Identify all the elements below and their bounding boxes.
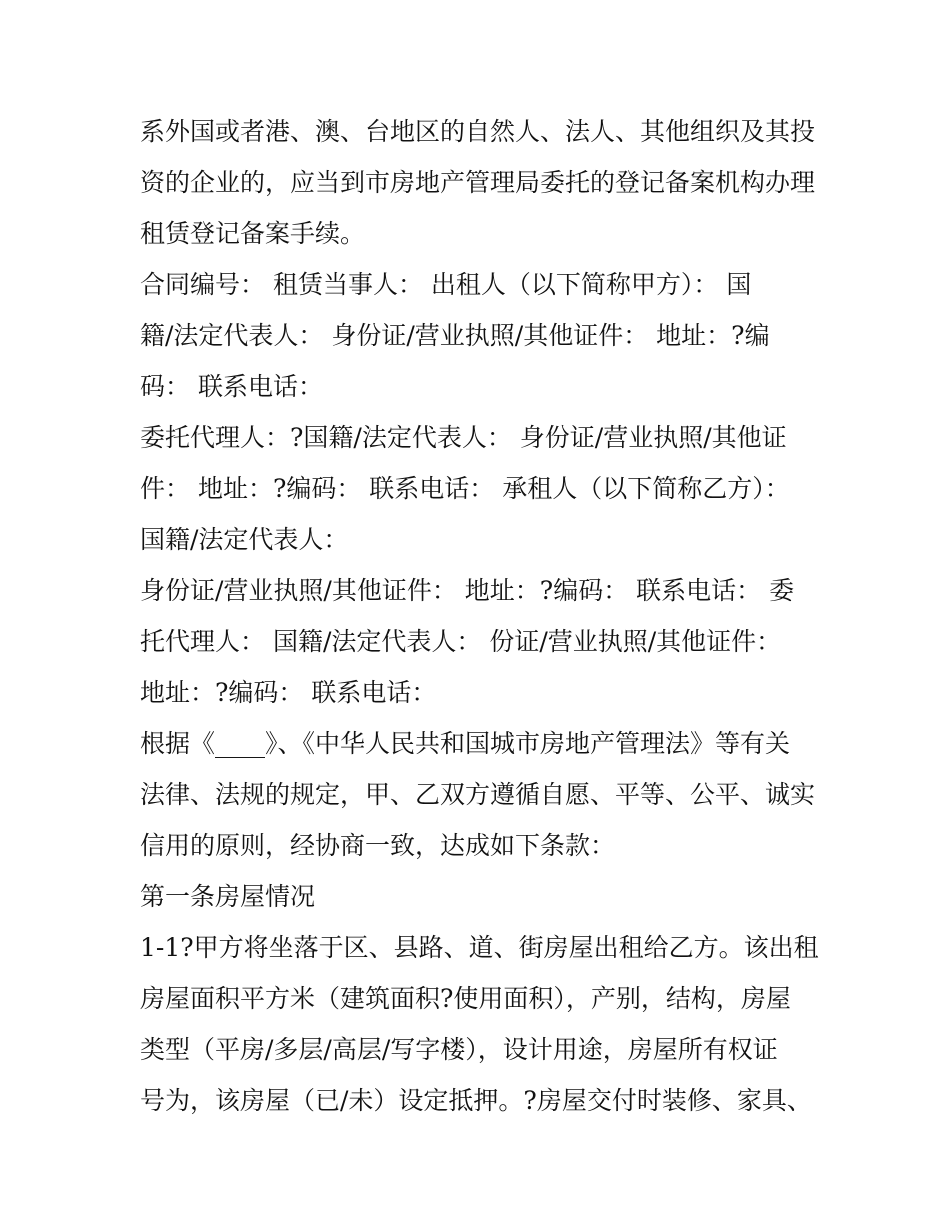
text-line: 房屋面积平方米（建筑面积?使用面积），产别，结构，房屋: [140, 984, 791, 1013]
text-line: 地址：?编码： 联系电话：: [140, 678, 437, 707]
text-line: 籍/法定代表人： 身份证/营业执照/其他证件： 地址：?编: [140, 321, 770, 350]
text-line: 托代理人： 国籍/法定代表人： 份证/营业执照/其他证件：: [140, 627, 782, 656]
text-line: 资的企业的，应当到市房地产管理局委托的登记备案机构办理: [140, 168, 816, 197]
text-line: 类型（平房/多层/高层/写字楼），设计用途，房屋所有权证: [140, 1035, 778, 1064]
text-line: 国籍/法定代表人：: [140, 525, 349, 554]
text-line: 系外国或者港、澳、台地区的自然人、法人、其他组织及其投: [140, 117, 816, 146]
text-line: 身份证/营业执照/其他证件： 地址：?编码： 联系电话： 委: [140, 576, 795, 605]
text-line: 码： 联系电话：: [140, 372, 323, 401]
text-line: 根据《____》、《中华人民共和国城市房地产管理法》等有关: [140, 729, 791, 758]
text-line: 信用的原则，经协商一致，达成如下条款：: [140, 831, 616, 860]
section-heading: 第一条房屋情况: [140, 882, 316, 911]
text-line: 委托代理人：?国籍/法定代表人： 身份证/营业执照/其他证: [140, 423, 787, 452]
text-line: 法律、法规的规定，甲、乙双方遵循自愿、平等、公平、诚实: [140, 780, 816, 809]
text-line: 合同编号： 租赁当事人： 出租人（以下简称甲方）： 国: [140, 270, 752, 299]
text-line: 号为，该房屋（已/未）设定抵押。?房屋交付时装修、家具、: [140, 1086, 812, 1115]
text-line: 租赁登记备案手续。: [140, 219, 366, 248]
text-line: 1-1?甲方将坐落于区、县路、道、街房屋出租给乙方。该出租: [140, 933, 819, 962]
text-line: 件： 地址：?编码： 联系电话： 承租人（以下简称乙方）：: [140, 474, 790, 503]
document-body: [140, 106, 820, 1126]
